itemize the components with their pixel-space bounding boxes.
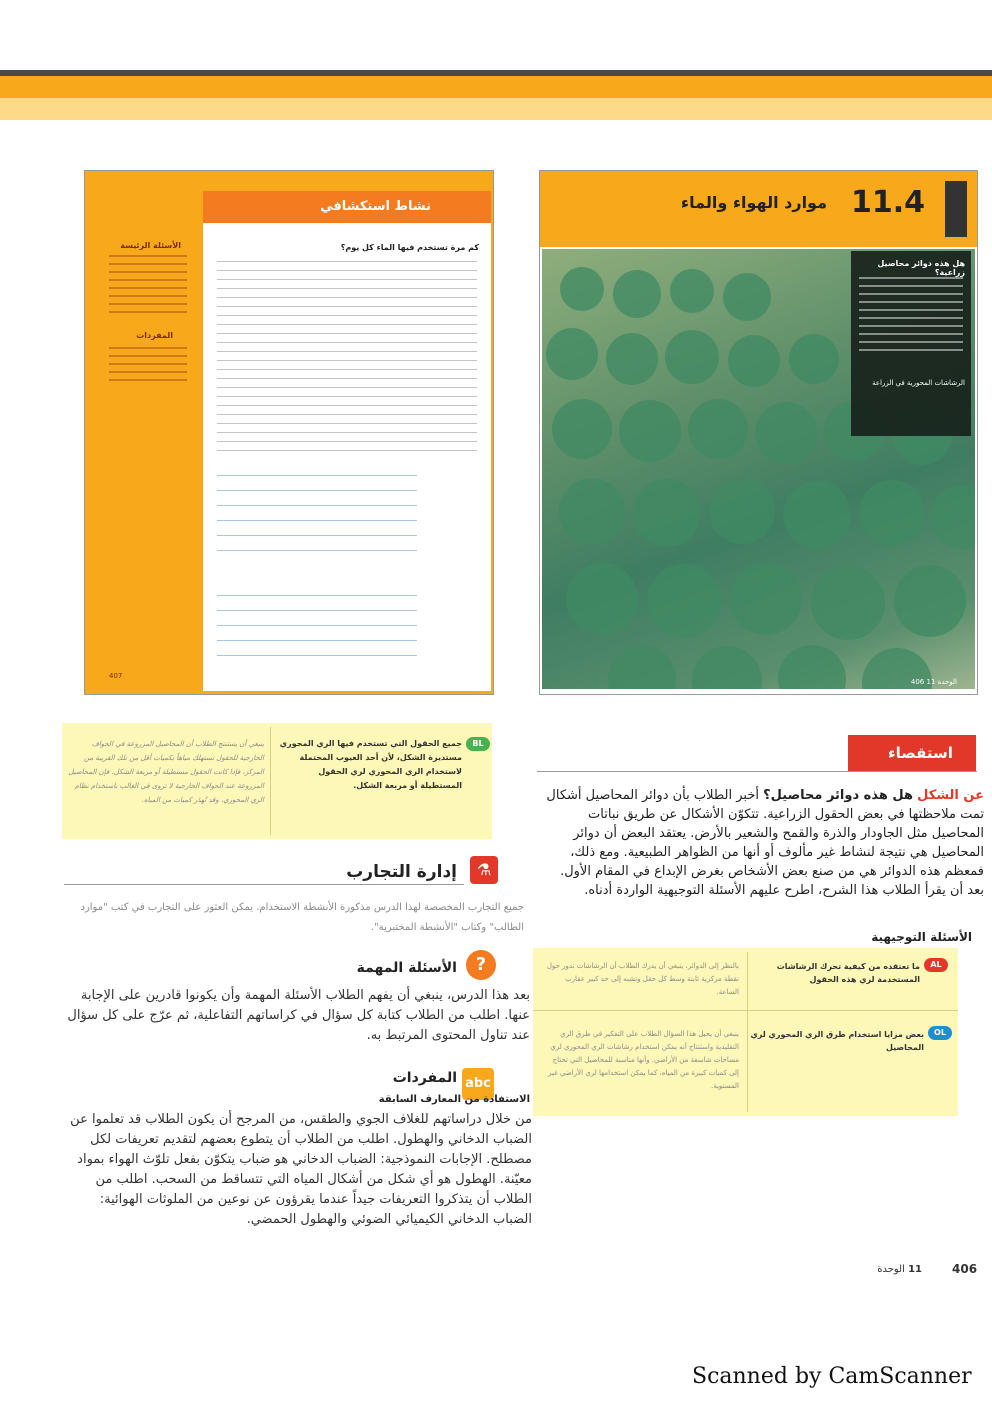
activity-banner	[203, 191, 491, 223]
thumb-right-page-label: 406 الوحدة 11	[910, 678, 957, 686]
unit-word: الوحدة	[877, 1264, 905, 1275]
thumb-left-sidebar-heading: الأسئلة الرئيسة	[120, 241, 181, 250]
experiments-rule	[64, 884, 464, 885]
unit-label	[877, 1264, 922, 1275]
thumb-left-page-label: 407	[109, 672, 123, 680]
shape-paragraph: أخبر الطلاب بأن دوائر المحاصيل أشكال تمت ملاحظتها في بعض الحقول الزراعية. تتكوّن الأشكال عن طريق نباتات المحاصيل مثل الجاودار والذرة والقمح والشعير بالأرض. يعتقد البعض أن دوائر المحاصيل هي نتيجة لنشاط غير مألوف أو أنها من الظواهر الطبيعية. ومع ذلك، فمعظم هذه الدوائر هي من صنع بعض الأشخاص بغرض الإبداع في المقام الأول. بعد أن يقرأ الطلاب هذا الشرح، اطرح عليهم الأسئلة التوجيهية الواردة أدناه.	[546, 788, 984, 898]
experiments-text: جميع التجارب المخصصة لهذا الدرس مذكورة الأنشطة الاستخدام. يمكن العثور على التجارب في كتب "موارد الطالب" وكتاب "الأنشطة المختبرية".	[80, 902, 524, 933]
guide-question-1: ما تعتقده من كيفية تحرك الرشاشات المستخدمة لري هذه الحقول	[776, 962, 920, 984]
bl-badge: BL	[466, 737, 490, 751]
question-mark-icon: ?	[466, 950, 496, 980]
bl-box	[62, 723, 492, 839]
bl-question: جميع الحقول التي تستخدم فيها الري المحوري مستديرة الشكل، لأن أحد العيوب المحتملة لاستخدام الري المحوري لري الحقول المستطيلة أو مربعة الشكل.	[279, 739, 462, 790]
lesson-tab	[945, 181, 967, 237]
vocab-subtitle: الاستفادة من المعارف السابقة	[378, 1094, 530, 1105]
shape-section	[542, 786, 984, 900]
thumb-left-vocab-lines	[109, 347, 187, 387]
student-page-thumbnail-406	[539, 170, 978, 695]
guide-answer-1: بالنظر إلى الدوائر، ينبغي أن يدرك الطلاب أن الرشاشات تدور حول نقطة مركزية ثابتة وسط كل حقل وتشبه إلى حد كبير عقارب الساعة.	[546, 962, 739, 996]
flask-icon: ⚗	[470, 856, 498, 884]
abc-icon: abc	[462, 1068, 494, 1100]
photo-question-text	[859, 277, 963, 357]
activity-banner-title: نشاط استكشافي	[320, 199, 431, 214]
thumb-left-sidebar-vocab: المفردات	[136, 331, 173, 340]
explore-rule	[537, 771, 977, 772]
guide-heading: الأسئلة التوجيهية	[871, 930, 972, 944]
header-orange-band	[0, 76, 992, 98]
answer-lines-2	[217, 581, 417, 661]
lesson-header	[540, 171, 977, 247]
answer-lines-1	[217, 461, 417, 561]
bl-answer: ينبغي أن يستنتج الطلاب أن المحاصيل المزروعة في الحواف الخارجية للحقول تستهلك مياهاً بكميات أقل من تلك القريبة من المركز، فإذا كانت الحقول مستطيلة أو مربعة الشكل، فإن المحاصيل المزروعة عند الحواف الخارجية لا تروى في الغالب باستخدام نظام الري المحوري، وقد تُهدَر كميات من المياه.	[68, 740, 264, 804]
photo-question-panel	[851, 251, 971, 436]
guide-questions-box	[533, 948, 958, 1116]
essential-title: الأسئلة المهمة	[356, 960, 457, 976]
essential-text: بعد هذا الدرس، ينبغي أن يفهم الطلاب الأسئلة المهمة وأن يكونوا قادرين على الإجابة عنها. اطلب من الطلاب كتابة كل سؤال في كراساتهم التفاعلية، ثم عرّج على كل سؤال عند تناول المحتوى المرتبط به.	[67, 988, 530, 1043]
lesson-number: 11.4	[850, 185, 925, 220]
guide-row-divider	[533, 1010, 958, 1011]
guide-question-2: بعض مزايا استخدام طرق الري المحوري لري المحاصيل	[750, 1030, 924, 1052]
activity-steps	[217, 261, 477, 451]
lesson-title: موارد الهواء والماء	[680, 193, 827, 212]
activity-question: كم مرة تستخدم فيها الماء كل يوم؟	[340, 243, 479, 252]
experiments-title: إدارة التجارب	[346, 862, 457, 882]
explore-tag	[848, 735, 976, 771]
bl-divider	[270, 727, 271, 835]
thumb-left-sidebar-lines	[109, 255, 187, 313]
photo-caption: الرشاشات المحورية في الزراعة	[872, 379, 965, 387]
guide-answer-2: ينبغي أن يحيل هذا السؤال الطلاب على التفكير في طرق الري التقليدية واستنتاج أنه يمكن استخدام رشاشات الري المحوري لري مساحات شاسعة من الأراضي. وأنها مناسبة للمحاصيل التي تحتاج إلى كميات كبيرة من المياه، كما يمكن استخدامها لري الأراضي غير المستوية.	[548, 1030, 739, 1090]
header-light-band	[0, 98, 992, 120]
activity-sheet	[203, 191, 491, 691]
guide-divider	[747, 952, 748, 1112]
page-number: 406	[952, 1262, 978, 1276]
camscanner-watermark: Scanned by CamScanner	[692, 1364, 972, 1389]
ol-badge: OL	[928, 1026, 952, 1040]
unit-number: 11	[908, 1264, 922, 1275]
vocab-title: المفردات	[392, 1070, 457, 1086]
shape-heading-bold: هل هذه دوائر محاصيل؟	[763, 788, 914, 803]
al-badge: AL	[924, 958, 948, 972]
vocab-text: من خلال دراساتهم للغلاف الجوي والطقس، من المرجح أن يكون الطلاب قد تعلموا عن الضباب الدخاني والهطول. اطلب من الطلاب أن يتطوع بعضهم لتقديم تعريفات لكل مصطلح. الإجابات النموذجية: الضباب الدخاني هو ضباب يتكوّن بفعل تلوّث الهواء بمواد معيّنة. الهطول هو أي شكل من أشكال المياه التي تتساقط من السحب. اطلب من الطلاب أن يتذكروا التعريفات جيداً عندما يقرؤون عن نوعين من الملوثات الهوائية: الضباب الدخاني الكيميائي الضوئي والهطول الحمضي.	[70, 1112, 532, 1227]
photo-question: هل هذه دوائر محاصيل زراعية؟	[877, 259, 965, 277]
student-page-thumbnail-407	[84, 170, 494, 695]
explore-tag-label: استقصاء	[888, 744, 953, 762]
shape-heading-red: عن الشكل	[917, 788, 984, 803]
